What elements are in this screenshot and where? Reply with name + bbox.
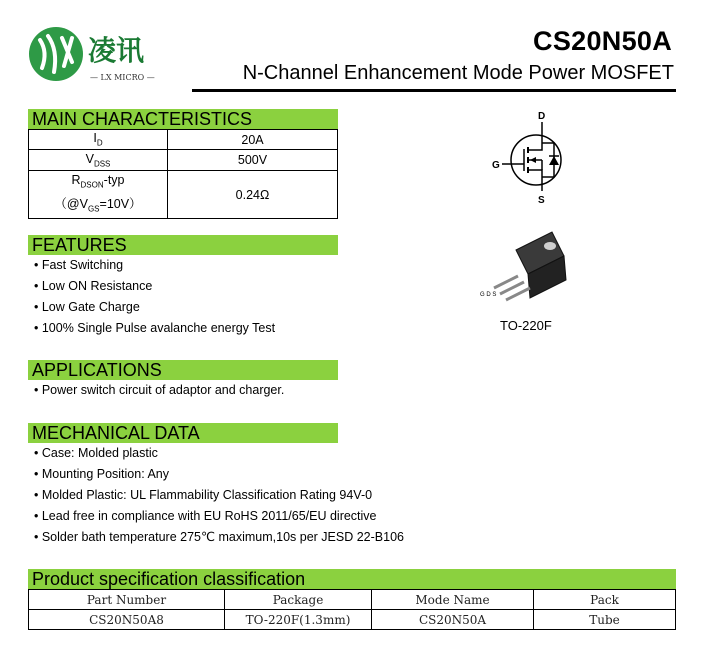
company-logo	[28, 22, 178, 86]
features-list	[34, 255, 275, 339]
mechanical-data-heading: MECHANICAL DATA	[28, 423, 338, 443]
main-characteristics-table	[28, 129, 338, 219]
product-spec-table	[28, 589, 676, 630]
table-header-row	[29, 590, 676, 610]
device-subtitle: N-Channel Enhancement Mode Power MOSFET	[242, 62, 674, 84]
cell: CS20N50A	[372, 610, 534, 630]
list-item: • Case: Molded plastic	[34, 446, 158, 460]
cell: TO-220F(1.3mm)	[225, 610, 372, 630]
part-number-title: CS20N50A	[533, 26, 672, 56]
package-label: TO-220F	[500, 318, 552, 333]
list-item: • Mounting Position: Any	[34, 467, 170, 481]
package-image	[478, 228, 588, 310]
product-spec-heading: Product specification classification	[28, 569, 676, 589]
header-cell: Mode Name	[372, 590, 534, 610]
logo-emblem-icon	[28, 22, 178, 86]
list-item: • Low Gate Charge	[34, 300, 140, 314]
drain-label: D	[538, 111, 546, 122]
cell: CS20N50A8	[29, 610, 225, 630]
header-cell: Package	[225, 590, 372, 610]
list-item: • Molded Plastic: UL Flammability Classification Rating 94V-0	[34, 488, 373, 502]
header-cell: Part Number	[29, 590, 225, 610]
list-item: • Fast Switching	[34, 258, 124, 272]
param-cell: $I_D$	[29, 130, 168, 150]
param-cell: $R_{DSON}$-typ $(@V_{GS}=10V)$	[29, 171, 168, 219]
header-divider	[192, 89, 676, 92]
mechanical-data-list	[34, 443, 404, 548]
n-channel-mosfet-icon	[490, 107, 570, 207]
logo-chinese-name: 凌讯	[88, 34, 145, 67]
list-item: • Solder bath temperature 275℃ maximum,10s per JESD 22-B106	[34, 530, 404, 544]
param-cell: $V_{DSS}$	[29, 150, 168, 171]
features-heading: FEATURES	[28, 235, 338, 255]
applications-list	[34, 380, 284, 401]
cell: Tube	[534, 610, 676, 630]
list-item: • Low ON Resistance	[34, 279, 153, 293]
list-item: • Lead free in compliance with EU RoHS 2011/65/EU directive	[34, 509, 377, 523]
to220f-package-icon	[478, 228, 588, 310]
logo-english-name: — LX MICRO —	[90, 73, 155, 82]
list-item: • 100% Single Pulse avalanche energy Test	[34, 321, 276, 335]
value-cell: 20A	[168, 130, 338, 150]
table-row	[29, 171, 338, 219]
mosfet-symbol	[490, 107, 570, 207]
list-item: • Power switch circuit of adaptor and charger.	[34, 383, 285, 397]
gate-label: G	[492, 160, 500, 171]
pin-labels: G D S	[480, 292, 497, 298]
source-label: S	[538, 195, 545, 206]
header-cell: Pack	[534, 590, 676, 610]
table-row	[29, 610, 676, 630]
table-row	[29, 150, 338, 171]
value-cell: 500V	[168, 150, 338, 171]
applications-heading: APPLICATIONS	[28, 360, 338, 380]
main-characteristics-heading: MAIN CHARACTERISTICS	[28, 109, 338, 129]
value-cell: 0.24Ω	[168, 171, 338, 219]
table-row	[29, 130, 338, 150]
